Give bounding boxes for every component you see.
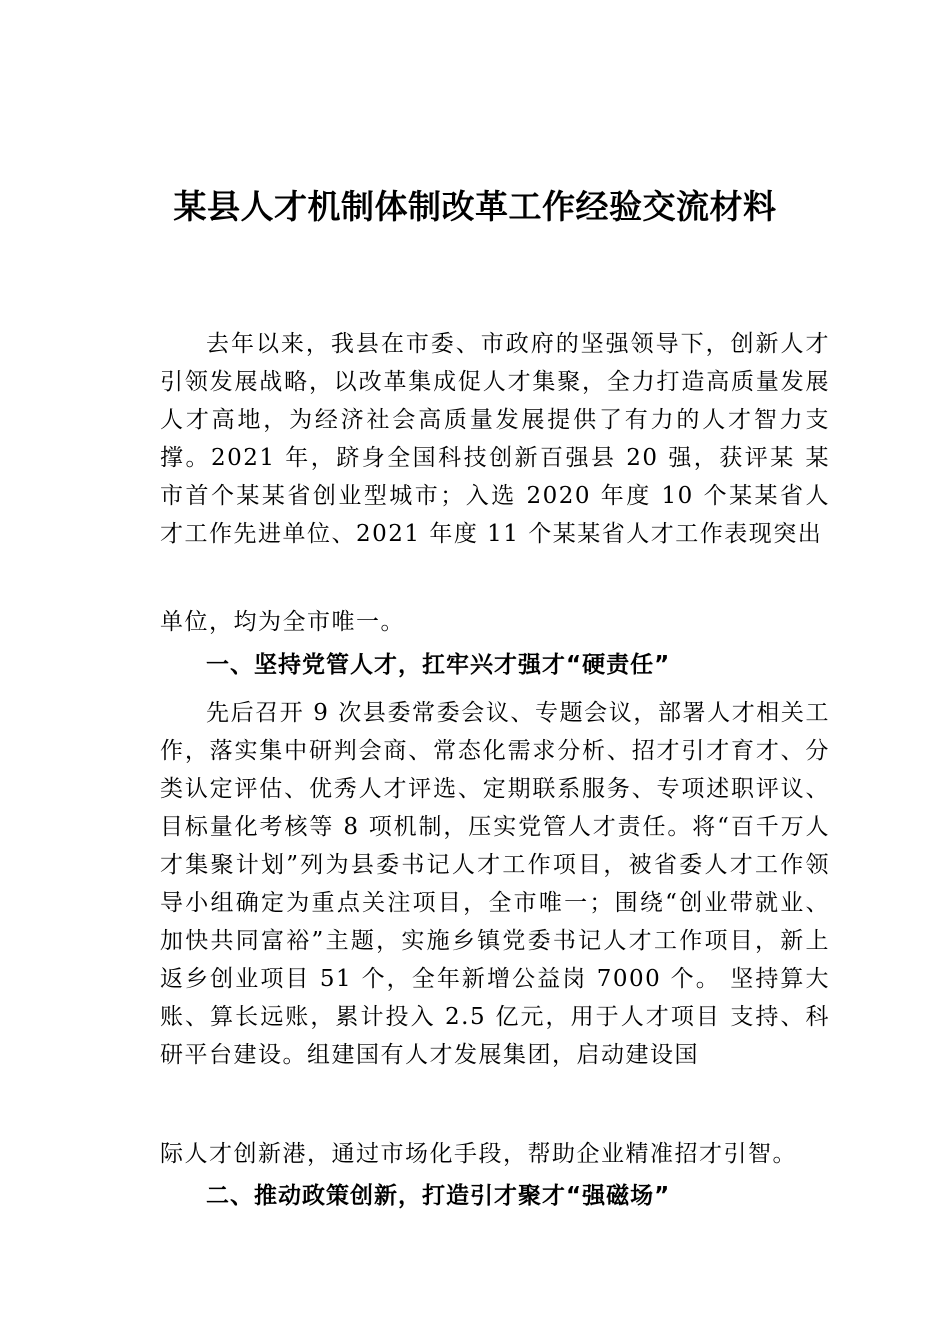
section-heading-1: 一、坚持党管人才，扛牢兴才强才“硬责任”: [206, 652, 671, 678]
section-heading-2: 二、推动政策创新，打造引才聚才“强磁场”: [206, 1183, 671, 1209]
section1-paragraph: 先后召开 9 次县委常委会议、专题会议，部署人才相关工作，落实集中研判会商、常态化需求分析、招才引才育才、分类认定评估、优秀人才评选、定期联系服务、专项述职评议、目标量化考核等 8 项机制，压实党管人才责任。将“百千万人才集聚计划”列为县委书记人才工作项目，被省委人才工作领导小组确定为重点关注项目，全市唯一；围绕“创业带就业、加快共同富裕”主题，实施乡镇党委书记人才工作项目，新上返乡创业项目 51 个，全年新增公益岗 7000 个。 坚持算大账、算长远账，累计投入 2.5 亿元，用于人才项目 支持、科研平台建设。组建国有人才发展集团，启动建设国: [160, 700, 830, 1068]
section1-paragraph-end: 际人才创新港，通过市场化手段，帮助企业精准招才引智。: [160, 1141, 797, 1167]
intro-paragraph-end: 单位，均为全市唯一。: [160, 609, 405, 635]
document-title: 某县人才机制体制改革工作经验交流材料: [173, 187, 777, 226]
intro-paragraph: 去年以来，我县在市委、市政府的坚强领导下，创新人才引领发展战略，以改革集成促人才集聚，全力打造高质量发展人才高地，为经济社会高质量发展提供了有力的人才智力支撑。2021 年，跻身全国科技创新百强县 20 强，获评某 某市首个某某省创业型城市；入选 2020 年度 10 个某某省人 才工作先进单位、2021 年度 11 个某某省人才工作表现突出: [160, 331, 830, 547]
